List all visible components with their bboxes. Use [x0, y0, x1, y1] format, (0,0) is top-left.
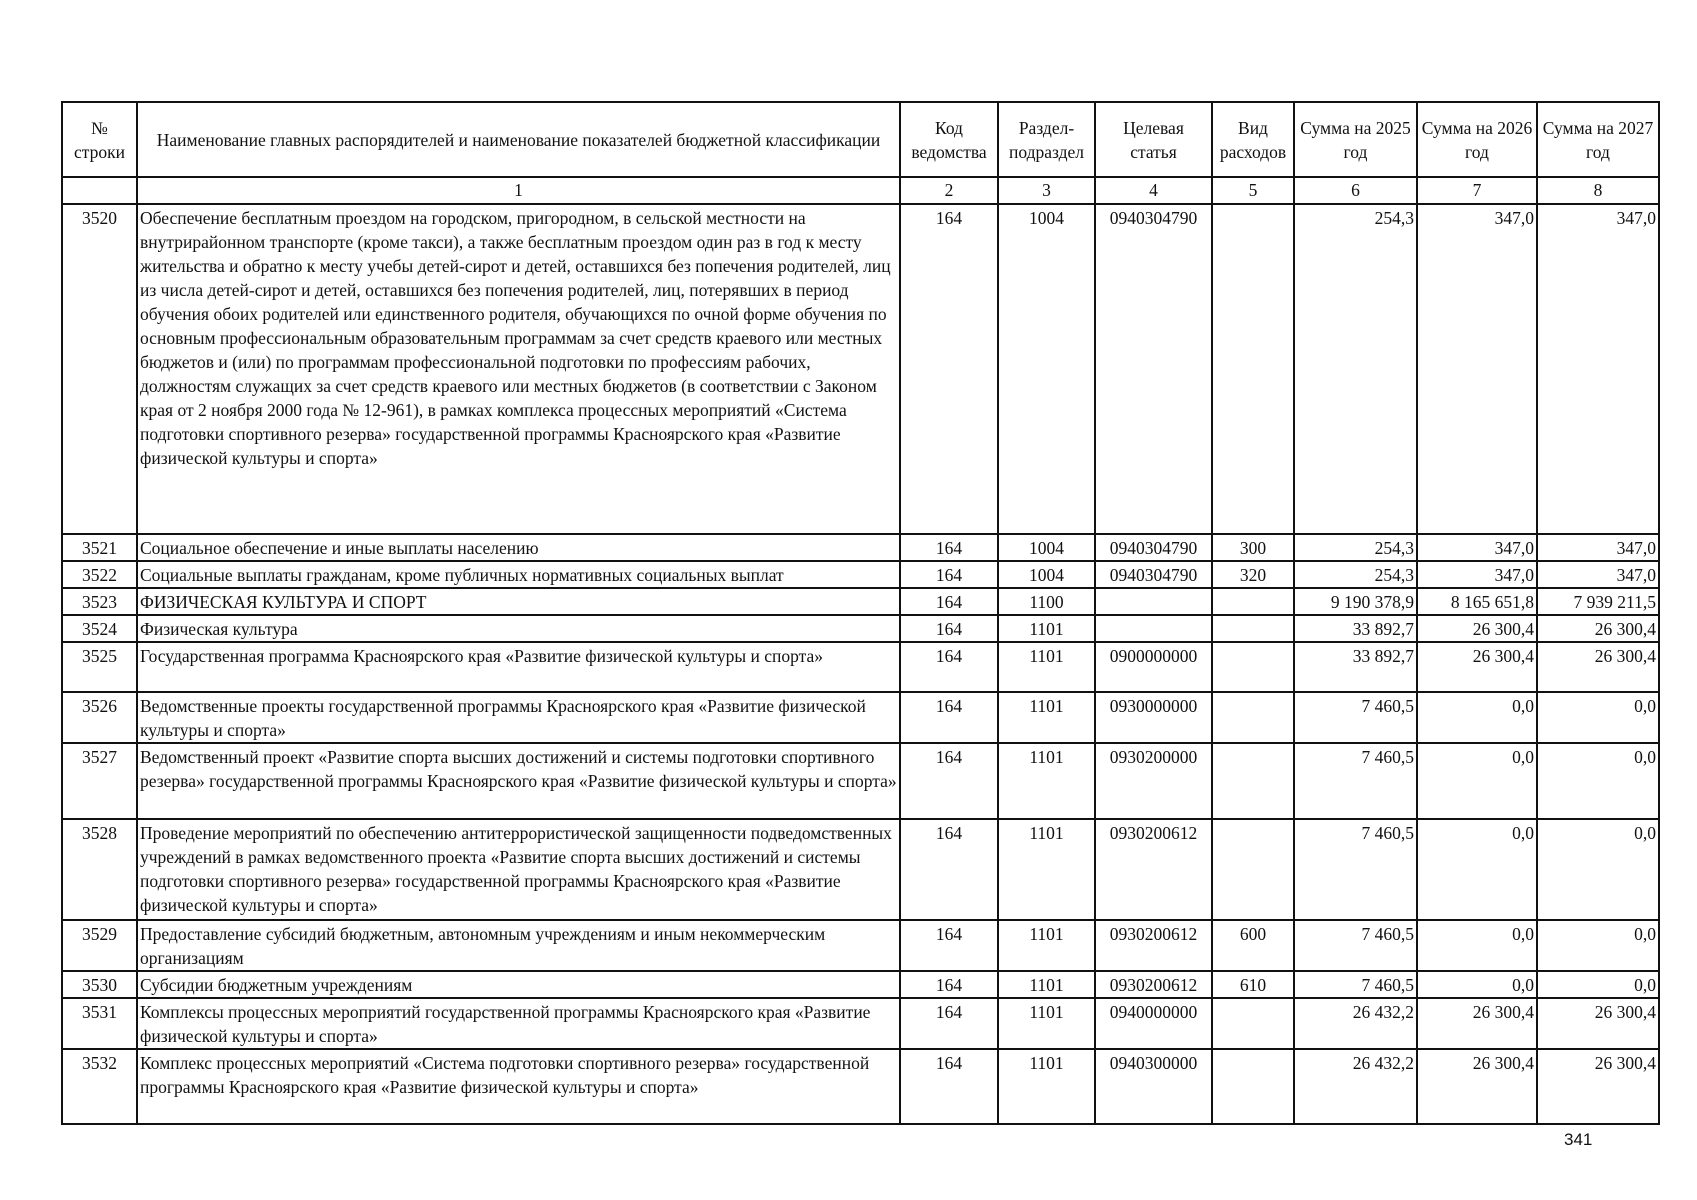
expense-code	[1212, 204, 1294, 534]
target-code: 0930200612	[1095, 971, 1212, 998]
column-number: 5	[1212, 177, 1294, 204]
table-row	[62, 819, 1659, 920]
row-number: 3527	[62, 743, 137, 819]
sum-2026: 0,0	[1417, 692, 1537, 743]
table-row	[62, 743, 1659, 819]
dept-code: 164	[900, 642, 998, 692]
sum-2025: 33 892,7	[1294, 615, 1417, 642]
dept-code: 164	[900, 1049, 998, 1124]
section-code: 1004	[998, 204, 1095, 534]
expense-code: 300	[1212, 534, 1294, 561]
table-header-row	[62, 102, 1659, 177]
sum-2026: 26 300,4	[1417, 1049, 1537, 1124]
target-code: 0930200000	[1095, 743, 1212, 819]
row-number: 3524	[62, 615, 137, 642]
target-code	[1095, 588, 1212, 615]
sum-2027: 347,0	[1537, 204, 1659, 534]
section-code: 1101	[998, 1049, 1095, 1124]
row-name: Предоставление субсидий бюджетным, автономным учреждениям и иным некоммерческим организациям	[137, 920, 900, 971]
table-row	[62, 920, 1659, 971]
section-code: 1004	[998, 561, 1095, 588]
section-code: 1101	[998, 615, 1095, 642]
column-number: 3	[998, 177, 1095, 204]
sum-2025: 7 460,5	[1294, 971, 1417, 998]
dept-code: 164	[900, 561, 998, 588]
sum-2026: 26 300,4	[1417, 615, 1537, 642]
dept-code: 164	[900, 998, 998, 1049]
target-code: 0930200612	[1095, 819, 1212, 920]
table-row	[62, 642, 1659, 692]
sum-2025: 7 460,5	[1294, 692, 1417, 743]
sum-2027: 26 300,4	[1537, 998, 1659, 1049]
row-name: Физическая культура	[137, 615, 900, 642]
header-sum-2025: Сумма на 2025 год	[1294, 102, 1417, 177]
column-number: 1	[137, 177, 900, 204]
budget-table	[61, 101, 1660, 1125]
sum-2025: 7 460,5	[1294, 920, 1417, 971]
section-code: 1101	[998, 642, 1095, 692]
row-name: Субсидии бюджетным учреждениям	[137, 971, 900, 998]
dept-code: 164	[900, 204, 998, 534]
row-number: 3522	[62, 561, 137, 588]
header-target-article: Целевая статья	[1095, 102, 1212, 177]
column-number: 8	[1537, 177, 1659, 204]
sum-2025: 7 460,5	[1294, 743, 1417, 819]
header-sum-2026: Сумма на 2026 год	[1417, 102, 1537, 177]
expense-code	[1212, 615, 1294, 642]
section-code: 1100	[998, 588, 1095, 615]
section-code: 1101	[998, 920, 1095, 971]
column-number: 7	[1417, 177, 1537, 204]
section-code: 1101	[998, 743, 1095, 819]
row-name: Обеспечение бесплатным проездом на городском, пригородном, в сельской местности на внутрирайонном транспорте (кроме такси), а также бесплатным проездом один раз в год к месту жительства и обратно к месту учебы детей-сирот и детей, оставшихся без попечения родителей, лиц из числа детей-сирот и детей, оставшихся без попечения родителей, лиц, потерявших в период обучения обоих родителей или единственного родителя, обучающихся по очной форме обучения по основным профессиональным образовательным программам за счет средств краевого или местных бюджетов и (или) по программам профессиональной подготовки по профессиям рабочих, должностям служащих за счет средств краевого или местных бюджетов (в соответствии с Законом края от 2 ноября 2000 года № 12-961), в рамках комплекса процессных мероприятий «Система подготовки спортивного резерва» государственной программы Красноярского края «Развитие физической культуры и спорта»	[137, 204, 900, 534]
sum-2025: 254,3	[1294, 561, 1417, 588]
table-row	[62, 204, 1659, 534]
section-code: 1101	[998, 971, 1095, 998]
row-name: Ведомственный проект «Развитие спорта высших достижений и системы подготовки спортивного резерва» государственной программы Красноярского края «Развитие физической культуры и спорта»	[137, 743, 900, 819]
expense-code: 320	[1212, 561, 1294, 588]
header-row-number: № строки	[62, 102, 137, 177]
row-name: Комплекс процессных мероприятий «Система подготовки спортивного резерва» государственной программы Красноярского края «Развитие физической культуры и спорта»	[137, 1049, 900, 1124]
column-number: 6	[1294, 177, 1417, 204]
sum-2027: 0,0	[1537, 920, 1659, 971]
expense-code	[1212, 743, 1294, 819]
sum-2025: 33 892,7	[1294, 642, 1417, 692]
table-row	[62, 534, 1659, 561]
sum-2025: 7 460,5	[1294, 819, 1417, 920]
row-name: Комплексы процессных мероприятий государственной программы Красноярского края «Развитие физической культуры и спорта»	[137, 998, 900, 1049]
target-code: 0940000000	[1095, 998, 1212, 1049]
row-number: 3521	[62, 534, 137, 561]
dept-code: 164	[900, 743, 998, 819]
row-name: Государственная программа Красноярского края «Развитие физической культуры и спорта»	[137, 642, 900, 692]
section-code: 1101	[998, 998, 1095, 1049]
sum-2027: 0,0	[1537, 743, 1659, 819]
sum-2026: 347,0	[1417, 561, 1537, 588]
target-code: 0940304790	[1095, 534, 1212, 561]
sum-2026: 26 300,4	[1417, 642, 1537, 692]
dept-code: 164	[900, 819, 998, 920]
expense-code: 610	[1212, 971, 1294, 998]
table-row	[62, 561, 1659, 588]
sum-2026: 347,0	[1417, 534, 1537, 561]
expense-code	[1212, 642, 1294, 692]
sum-2027: 26 300,4	[1537, 615, 1659, 642]
dept-code: 164	[900, 920, 998, 971]
table-row	[62, 692, 1659, 743]
column-number	[62, 177, 137, 204]
expense-code	[1212, 692, 1294, 743]
sum-2027: 26 300,4	[1537, 1049, 1659, 1124]
column-number-row	[62, 177, 1659, 204]
target-code: 0940304790	[1095, 204, 1212, 534]
expense-code	[1212, 1049, 1294, 1124]
sum-2027: 26 300,4	[1537, 642, 1659, 692]
dept-code: 164	[900, 615, 998, 642]
sum-2026: 8 165 651,8	[1417, 588, 1537, 615]
section-code: 1004	[998, 534, 1095, 561]
sum-2025: 254,3	[1294, 534, 1417, 561]
section-code: 1101	[998, 692, 1095, 743]
table-row	[62, 588, 1659, 615]
page-number: 341	[1564, 1130, 1593, 1149]
sum-2027: 0,0	[1537, 692, 1659, 743]
table-row	[62, 1049, 1659, 1124]
sum-2026: 0,0	[1417, 819, 1537, 920]
row-number: 3530	[62, 971, 137, 998]
sum-2027: 0,0	[1537, 971, 1659, 998]
row-name: Социальное обеспечение и иные выплаты населению	[137, 534, 900, 561]
table-row	[62, 971, 1659, 998]
expense-code	[1212, 819, 1294, 920]
row-number: 3525	[62, 642, 137, 692]
header-name: Наименование главных распорядителей и наименование показателей бюджетной классификации	[137, 102, 900, 177]
header-expense-type: Вид расходов	[1212, 102, 1294, 177]
sum-2025: 26 432,2	[1294, 1049, 1417, 1124]
row-number: 3526	[62, 692, 137, 743]
target-code: 0930200612	[1095, 920, 1212, 971]
target-code: 0930000000	[1095, 692, 1212, 743]
target-code: 0900000000	[1095, 642, 1212, 692]
expense-code	[1212, 588, 1294, 615]
header-section: Раздел-подраздел	[998, 102, 1095, 177]
expense-code: 600	[1212, 920, 1294, 971]
column-number: 2	[900, 177, 998, 204]
sum-2026: 0,0	[1417, 920, 1537, 971]
dept-code: 164	[900, 534, 998, 561]
row-name: Социальные выплаты гражданам, кроме публичных нормативных социальных выплат	[137, 561, 900, 588]
row-number: 3532	[62, 1049, 137, 1124]
header-sum-2027: Сумма на 2027 год	[1537, 102, 1659, 177]
sum-2027: 0,0	[1537, 819, 1659, 920]
sum-2026: 347,0	[1417, 204, 1537, 534]
target-code: 0940300000	[1095, 1049, 1212, 1124]
row-name: Проведение мероприятий по обеспечению антитеррористической защищенности подведомственных учреждений в рамках ведомственного проекта «Развитие спорта высших достижений и системы подготовки спортивного резерва» государственной программы Красноярского края «Развитие физической культуры и спорта»	[137, 819, 900, 920]
sum-2027: 347,0	[1537, 534, 1659, 561]
row-number: 3523	[62, 588, 137, 615]
sum-2027: 7 939 211,5	[1537, 588, 1659, 615]
dept-code: 164	[900, 588, 998, 615]
table-row	[62, 998, 1659, 1049]
row-name: Ведомственные проекты государственной программы Красноярского края «Развитие физической культуры и спорта»	[137, 692, 900, 743]
sum-2027: 347,0	[1537, 561, 1659, 588]
section-code: 1101	[998, 819, 1095, 920]
row-number: 3520	[62, 204, 137, 534]
target-code	[1095, 615, 1212, 642]
dept-code: 164	[900, 692, 998, 743]
sum-2025: 254,3	[1294, 204, 1417, 534]
sum-2025: 9 190 378,9	[1294, 588, 1417, 615]
expense-code	[1212, 998, 1294, 1049]
target-code: 0940304790	[1095, 561, 1212, 588]
sum-2026: 26 300,4	[1417, 998, 1537, 1049]
row-number: 3531	[62, 998, 137, 1049]
column-number: 4	[1095, 177, 1212, 204]
sum-2025: 26 432,2	[1294, 998, 1417, 1049]
row-number: 3528	[62, 819, 137, 920]
row-name: ФИЗИЧЕСКАЯ КУЛЬТУРА И СПОРТ	[137, 588, 900, 615]
dept-code: 164	[900, 971, 998, 998]
header-dept-code: Код ведомства	[900, 102, 998, 177]
sum-2026: 0,0	[1417, 743, 1537, 819]
table-row	[62, 615, 1659, 642]
sum-2026: 0,0	[1417, 971, 1537, 998]
row-number: 3529	[62, 920, 137, 971]
